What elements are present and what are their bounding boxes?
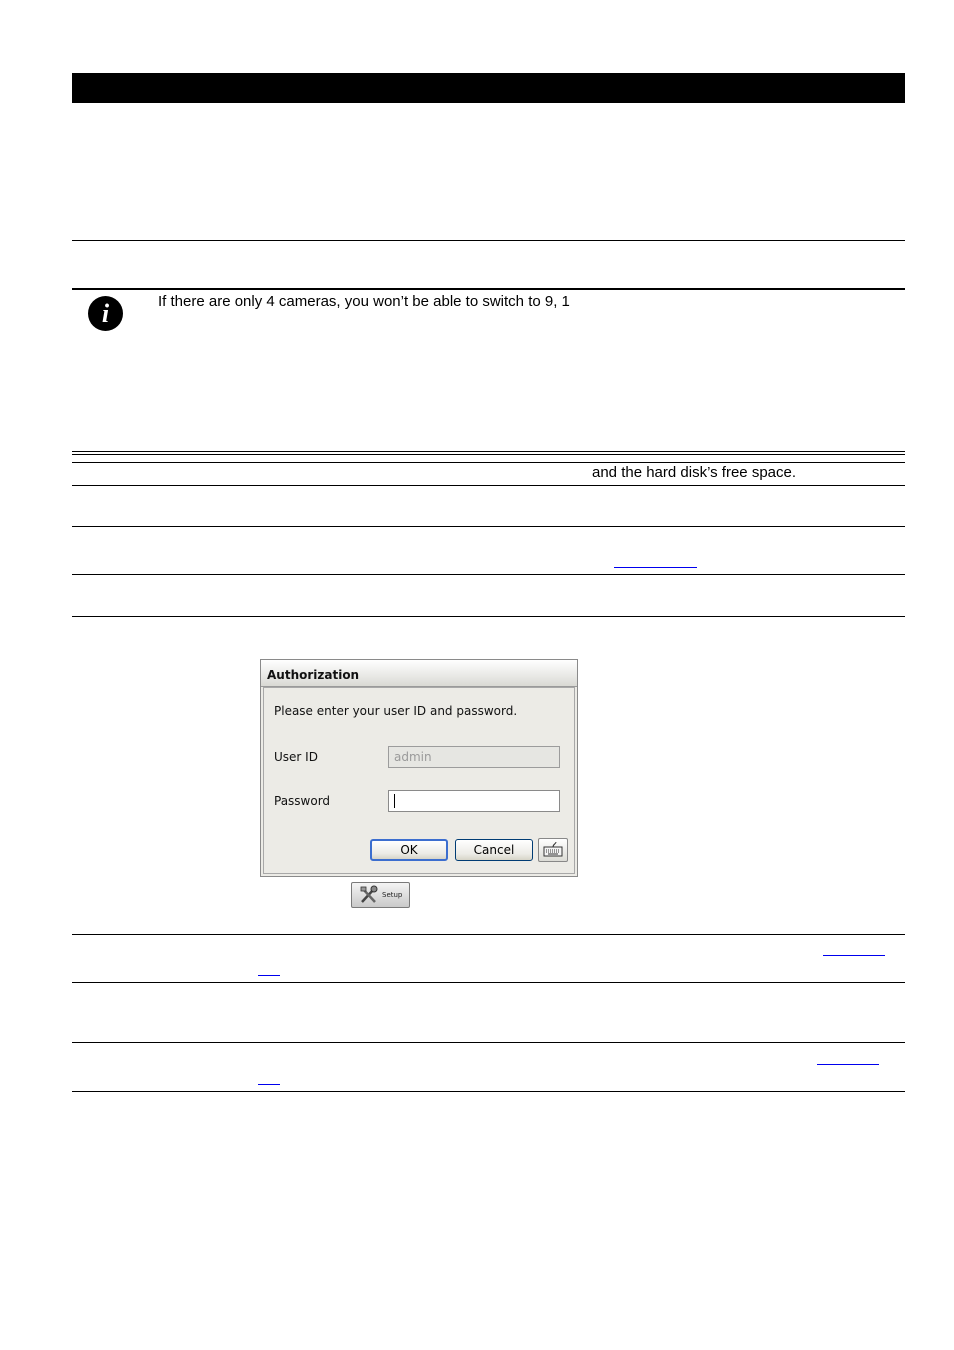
table-row-rule — [72, 485, 905, 486]
table-cell-text: and the hard disk’s free space. — [592, 464, 797, 481]
hyperlink-underline[interactable] — [614, 567, 697, 568]
tools-icon — [358, 885, 380, 905]
divider — [72, 240, 905, 241]
setup-button[interactable] — [351, 882, 410, 908]
note-top-rule — [72, 288, 905, 290]
dialog-prompt: Please enter your user ID and password. — [274, 704, 518, 718]
table-row-rule — [72, 1042, 905, 1043]
password-field[interactable] — [388, 790, 560, 812]
keyboard-button[interactable] — [538, 838, 568, 862]
table-row-rule — [72, 616, 905, 617]
text-caret — [394, 794, 395, 808]
cancel-button[interactable]: Cancel — [455, 839, 533, 861]
table-row-rule — [72, 462, 905, 463]
setup-button-label: Setup — [382, 891, 403, 899]
info-icon: i — [88, 296, 123, 331]
note-text: If there are only 4 cameras, you won’t be able to switch to 9, 1 — [158, 293, 570, 310]
password-label: Password — [274, 794, 331, 808]
user-id-field[interactable]: admin — [388, 746, 560, 768]
table-bottom-rule — [72, 1091, 905, 1092]
user-id-label: User ID — [274, 750, 318, 764]
table-row-rule — [72, 574, 905, 575]
hyperlink-underline[interactable] — [817, 1064, 879, 1065]
table-top-rule — [72, 454, 905, 455]
hyperlink-underline[interactable] — [823, 955, 885, 956]
hyperlink-underline[interactable] — [258, 975, 280, 976]
ok-button[interactable]: OK — [370, 839, 448, 861]
dialog-title: Authorization — [261, 660, 577, 687]
table-row-rule — [72, 982, 905, 983]
authorization-dialog — [260, 659, 578, 877]
dialog-body — [263, 687, 575, 874]
table-row-rule — [72, 934, 905, 935]
note-bottom-rule — [72, 451, 905, 452]
table-row-rule — [72, 526, 905, 527]
keyboard-icon — [539, 839, 567, 861]
hyperlink-underline[interactable] — [258, 1084, 280, 1085]
section-header-bar — [72, 73, 905, 103]
